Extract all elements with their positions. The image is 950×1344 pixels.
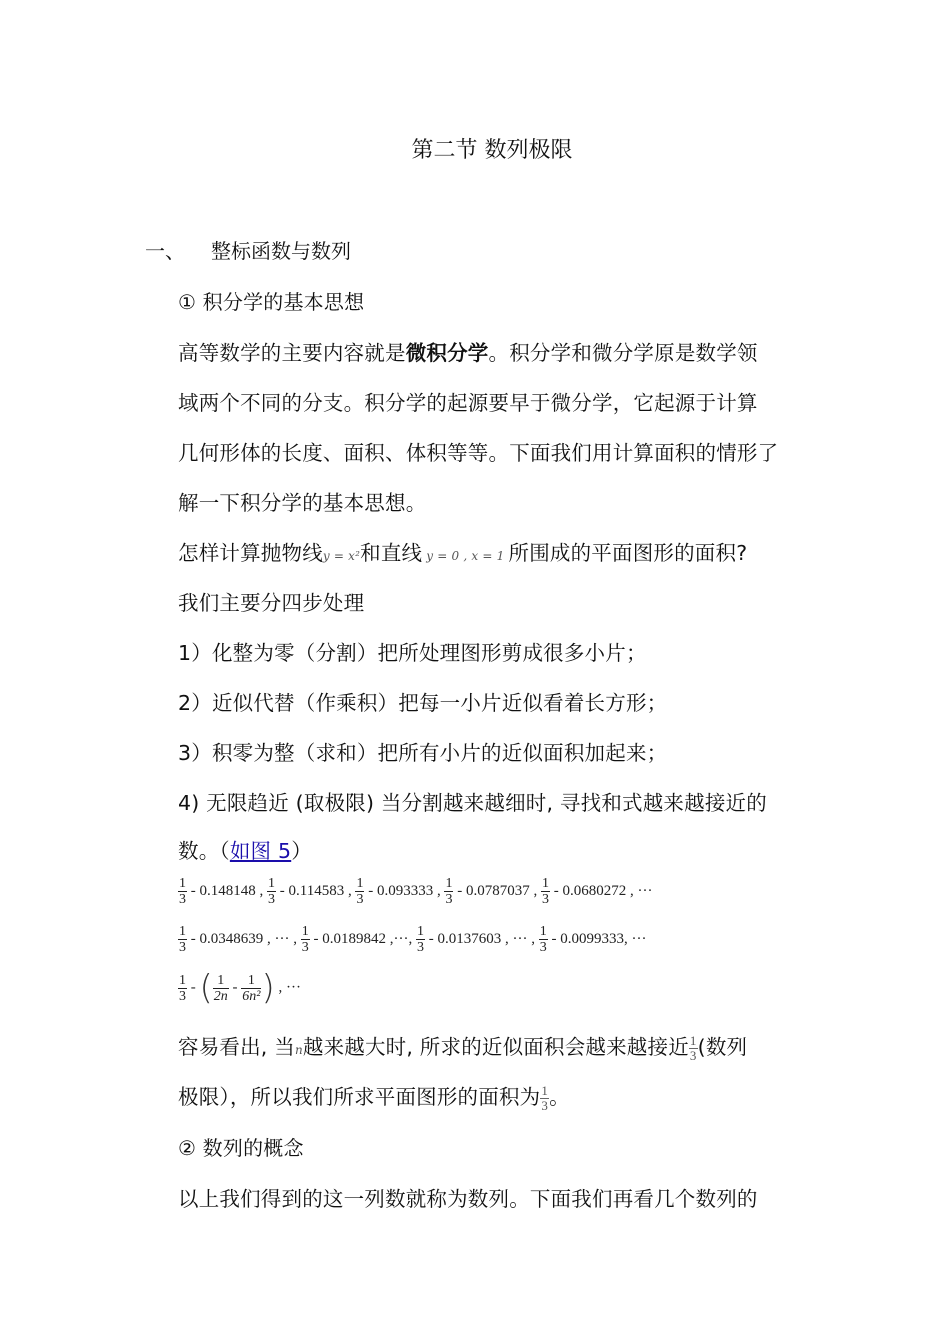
sequence-value: 0.0099333 [560, 930, 624, 947]
fraction-one-third: $\frac{1}{3}$ [445, 876, 453, 907]
fraction-one-third: $\frac{1}{3}$ [417, 924, 424, 955]
sequence-value: 0.093333 [376, 882, 434, 899]
text-span: 所围成的平面图形的面积? [508, 541, 748, 565]
sequence-value: 0.0348639 [199, 930, 264, 947]
fraction-one-third: $\frac{1}{3}$ [179, 876, 186, 907]
fraction-one-third: $\frac{1}{3}$ [541, 1082, 549, 1113]
text-span: (数列 [697, 1035, 748, 1059]
right-paren: ) [261, 968, 275, 1008]
step-item: 1）化整为零（分割）把所处理图形剪成很多小片； [178, 641, 647, 665]
fraction-one-third: $\frac{1}{3}$ [301, 924, 309, 955]
step-item-continued [178, 834, 312, 864]
paragraph-line: 以上我们得到的这一列数就称为数列。下面我们再看几个数列的 [178, 1187, 758, 1211]
conclusion-line-1 [178, 1030, 747, 1063]
fraction-term-1: $\frac{1}{2n}$ [213, 972, 228, 1004]
bold-term: 微积分学 [405, 341, 489, 365]
text-span: 数。（ [178, 839, 230, 863]
sequence-value: 0.0787037 [465, 882, 530, 899]
formula-lines: y = 0 , x = 1 [426, 549, 505, 563]
step-item: 2）近似代替（作乘积）把每一小片近似看着长方形； [178, 691, 668, 715]
paragraph-line: 域两个不同的分支。积分学的起源要早于微分学，它起源于计算 [178, 391, 758, 415]
text-span: 越来越大时, 所求的近似面积会越来越接近 [302, 1035, 689, 1059]
conclusion-line-2 [178, 1080, 570, 1113]
figure-link[interactable]: 如图 5 [229, 839, 292, 863]
paragraph-line: 解一下积分学的基本思想。 [178, 491, 427, 515]
subheading-1: ① 积分学的基本思想 [178, 290, 365, 314]
formula-parabola: y = x² [322, 549, 361, 563]
fraction-one-third: $\frac{1}{3}$ [356, 876, 364, 907]
text-span: 高等数学的主要内容就是 [178, 341, 406, 365]
fraction-term-2: $\frac{1}{\text{6n²}}$ [242, 972, 261, 1004]
fraction-one-third: $\frac{1}{3}$ [268, 876, 275, 907]
fraction-one-third: $\frac{1}{3}$ [541, 876, 549, 907]
fraction-one-third: $\frac{1}{3}$ [689, 1032, 697, 1063]
sequence-value: 0.114583 [288, 882, 345, 899]
section-number: 一、 [145, 239, 185, 263]
paragraph-line: 几何形体的长度、面积、体积等等。下面我们用计算面积的情形了 [178, 441, 779, 465]
text-span: 极限），所以我们所求平面图形的面积为 [178, 1085, 541, 1109]
step-item: 4) 无限趋近 (取极限) 当分割越来越细时, 寻找和式越来越接近的 [178, 791, 767, 815]
section-label: 整标函数与数列 [211, 239, 351, 263]
sequence-value: 0.0189842 [322, 930, 386, 947]
question-line [178, 536, 747, 566]
sequence-value: 0.0137603 [437, 930, 502, 947]
sequence-row-2: $\frac{1}{3}$ - 0.0348639 , ··· , $\frac{1}{3}$ - 0.0189842 ,···, $\frac{1}{3}$ - 0.0137603 , ··· , $\frac{1}{3}$ - 0.0099333, ··· [179, 924, 647, 955]
text-span: 容易看出, 当 [178, 1035, 295, 1059]
steps-intro: 我们主要分四步处理 [178, 591, 365, 615]
fraction-one-third: $\frac{1}{3}$ [179, 924, 186, 955]
variable-n: n [294, 1043, 303, 1057]
section-heading [145, 235, 351, 264]
text-span: 怎样计算抛物线 [178, 541, 323, 565]
fraction-one-third: $\frac{1}{3}$ [179, 972, 186, 1004]
sequence-value: 0.148148 [199, 882, 256, 899]
step-item: 3）积零为整（求和）把所有小片的近似面积加起来； [178, 741, 668, 765]
paragraph-line [178, 336, 758, 366]
text-span: ） [291, 839, 312, 863]
fraction-one-third: $\frac{1}{3}$ [539, 924, 547, 955]
sequence-general-term: $\frac{1}{3}$ - ( $\frac{1}{2n}$ - $\frac{1}{\text{6n²}}$ ) , ··· [179, 968, 301, 1008]
left-paren: ( [199, 968, 213, 1008]
text-span: 。积分学和微分学原是数学领 [488, 341, 758, 365]
page-title: 第二节 数列极限 [411, 138, 573, 163]
sequence-value: 0.0680272 [562, 882, 627, 899]
text-span: 。 [549, 1085, 570, 1109]
subheading-2: ② 数列的概念 [178, 1136, 304, 1160]
sequence-row-1: $\frac{1}{3}$ - 0.148148 , $\frac{1}{3}$ - 0.114583 , $\frac{1}{3}$ - 0.093333 , $\frac{1}{3}$ - 0.0787037 , $\frac{1}{3}$ - 0.0680272 , ··· [179, 876, 653, 907]
text-span: 和直线 [360, 541, 423, 565]
